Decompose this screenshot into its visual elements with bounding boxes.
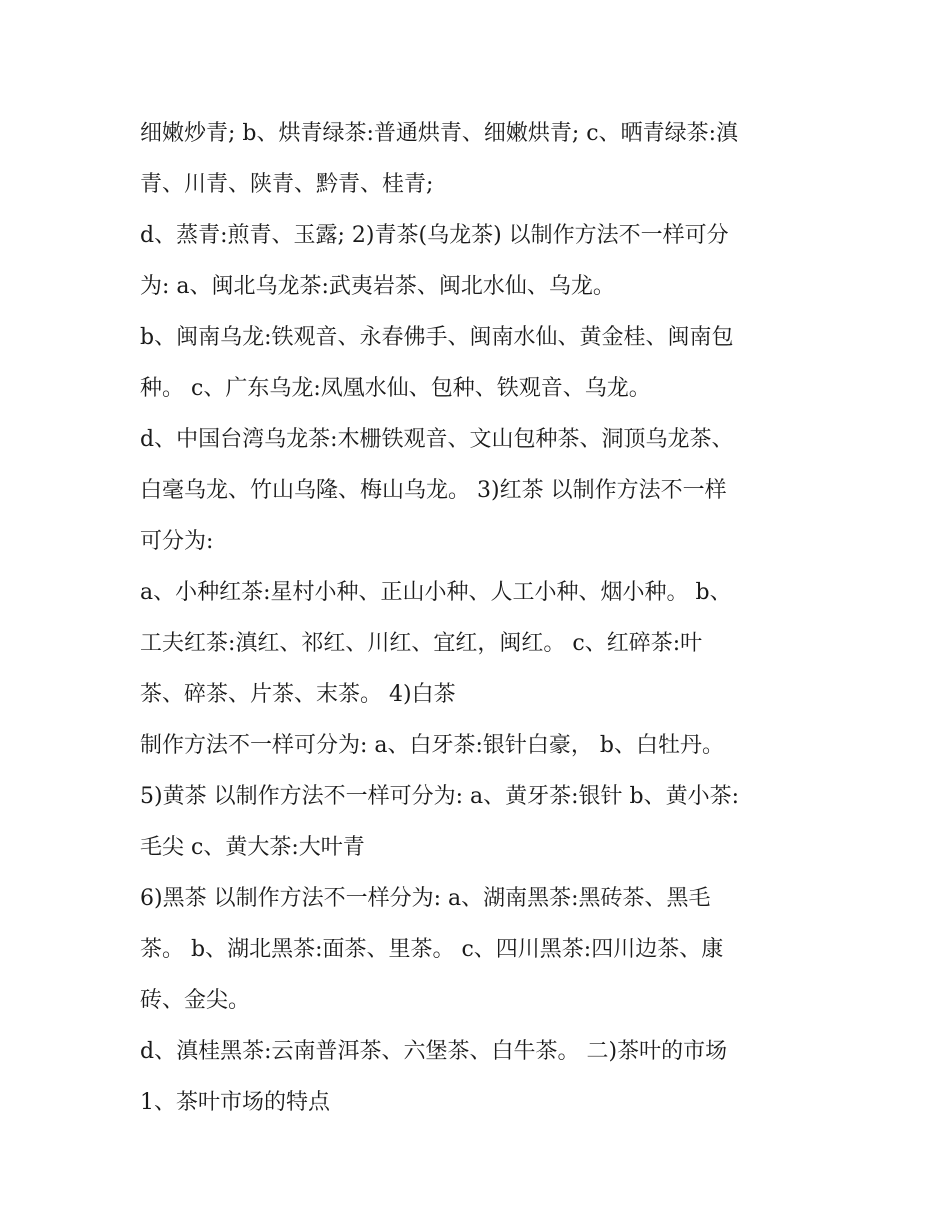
text-line-20: 1、茶叶市场的特点 (140, 1090, 330, 1115)
text-line-9: 可分为: (140, 529, 214, 554)
text-line-14: 5)黄茶 以制作方法不一样可分为: a、黄牙茶:银针 b、黄小茶: (140, 784, 739, 809)
document-body (140, 108, 840, 1128)
text-line-17: 茶。 b、湖北黑茶:面茶、里茶。 c、四川黑茶:四川边茶、康 (140, 937, 724, 962)
text-line-10: a、小种红茶:星村小种、正山小种、人工小种、烟小种。 b、 (140, 580, 732, 605)
text-line-13: 制作方法不一样可分为: a、白牙茶:银针白豪， b、白牡丹。 (140, 733, 725, 758)
text-line-4: 为: a、闽北乌龙茶:武夷岩茶、闽北水仙、乌龙。 (140, 274, 615, 299)
text-line-8: 白毫乌龙、竹山乌隆、梅山乌龙。 3)红茶 以制作方法不一样 (140, 478, 727, 503)
text-line-3: d、蒸青:煎青、玉露; 2)青茶(乌龙茶) 以制作方法不一样可分 (140, 223, 729, 248)
text-line-5: b、闽南乌龙:铁观音、永春佛手、闽南水仙、黄金桂、闽南包 (140, 325, 734, 350)
text-line-1: 细嫩炒青; b、烘青绿茶:普通烘青、细嫩烘青; c、晒青绿茶:滇 (140, 121, 739, 146)
text-line-6: 种。 c、广东乌龙:凤凰水仙、包种、铁观音、乌龙。 (140, 376, 651, 401)
text-line-16: 6)黑茶 以制作方法不一样分为: a、湖南黑茶:黑砖茶、黑毛 (140, 886, 711, 911)
text-line-2: 青、川青、陕青、黔青、桂青; (140, 172, 434, 197)
text-line-18: 砖、金尖。 (140, 988, 251, 1013)
text-line-12: 茶、碎茶、片茶、末茶。 4)白茶 (140, 682, 456, 707)
text-line-11: 工夫红茶:滇红、祁红、川红、宜红，闽红。 c、红碎茶:叶 (140, 631, 703, 656)
text-line-19: d、滇桂黑茶:云南普洱茶、六堡茶、白牛茶。 二)茶叶的市场 (140, 1039, 728, 1064)
text-line-15: 毛尖 c、黄大茶:大叶青 (140, 835, 365, 860)
text-line-7: d、中国台湾乌龙茶:木栅铁观音、文山包种茶、洞顶乌龙茶、 (140, 427, 734, 452)
